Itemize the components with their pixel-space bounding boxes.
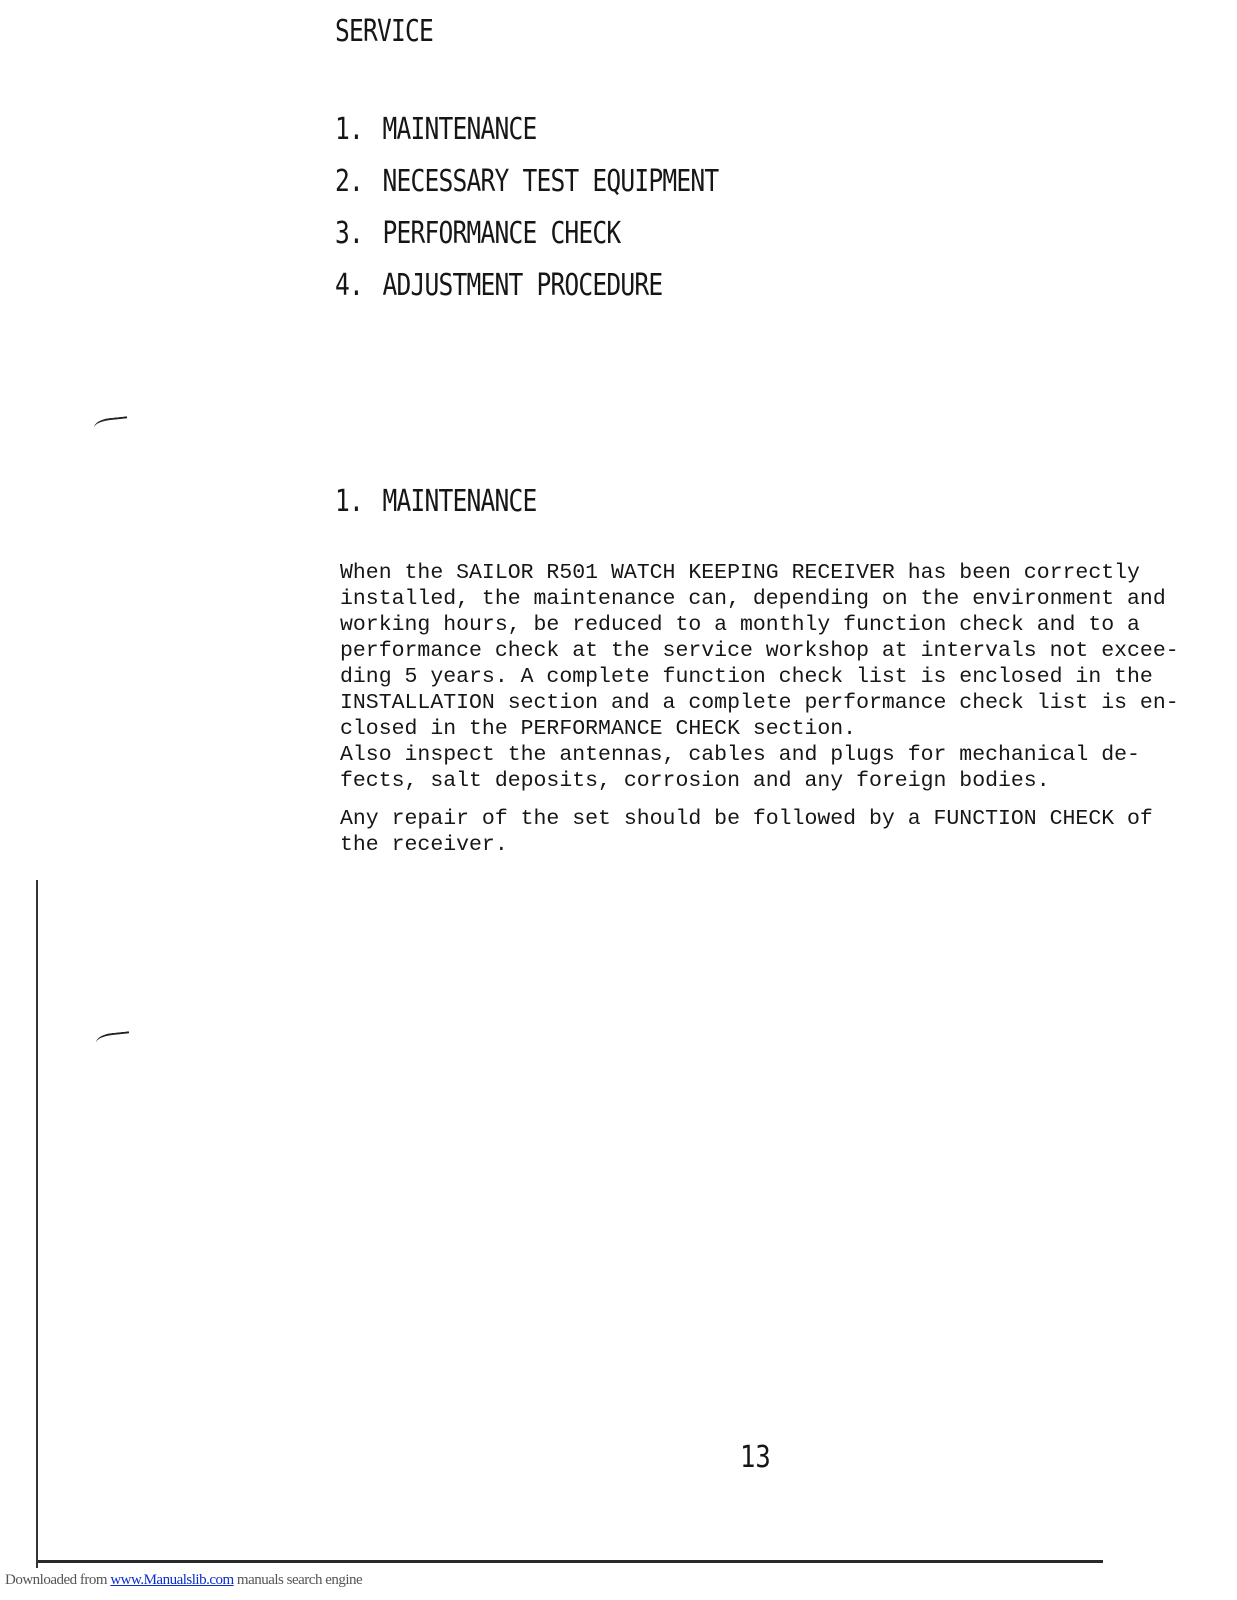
- toc-item-number: 3.: [335, 216, 363, 251]
- toc-item-label: PERFORMANCE CHECK: [382, 216, 621, 251]
- section-title: SERVICE: [335, 14, 433, 49]
- toc-item-maintenance: [335, 112, 718, 164]
- toc-item-label: MAINTENANCE: [382, 112, 537, 147]
- table-of-contents: [335, 112, 802, 320]
- toc-item-number: 4.: [335, 268, 363, 303]
- toc-item-test-equipment: [335, 164, 718, 216]
- maintenance-paragraph: When the SAILOR R501 WATCH KEEPING RECEIVER has been correctly installed, the maintenance can, depending on the environment and working hours, be reduced to a monthly function check and to a performance check at the service workshop at intervals not excee- ding 5 years. A complete function check list is enclosed in the INSTALLATION section and a complete performance check list is en- closed in the PERFORMANCE CHECK section. Also inspect the antennas, cables and plugs for mechanical de- fects, salt deposits, corrosion and any foreign bodies.: [340, 561, 1179, 793]
- toc-item-label: ADJUSTMENT PROCEDURE: [382, 268, 663, 303]
- heading-label: MAINTENANCE: [382, 484, 537, 519]
- punch-hole-mark: [93, 416, 128, 435]
- punch-hole-mark: [95, 1031, 130, 1050]
- repair-paragraph: Any repair of the set should be followed by a FUNCTION CHECK of the receiver.: [340, 807, 1153, 857]
- footer-suffix: manuals search engine: [233, 1572, 363, 1588]
- page-number: 13: [740, 1440, 771, 1475]
- toc-item-performance-check: [335, 216, 718, 268]
- maintenance-heading: [335, 484, 536, 519]
- bottom-rule: [38, 1560, 1103, 1563]
- footer-prefix: Downloaded from: [5, 1572, 111, 1588]
- download-footer: [5, 1572, 362, 1589]
- toc-item-number: 1.: [335, 112, 363, 147]
- manualslib-link[interactable]: www.Manualslib.com: [110, 1572, 234, 1588]
- toc-item-adjustment-procedure: [335, 268, 718, 320]
- toc-item-label: NECESSARY TEST EQUIPMENT: [382, 164, 719, 199]
- toc-item-number: 2.: [335, 164, 363, 199]
- binding-edge-line: [36, 880, 38, 1568]
- heading-number: 1.: [335, 484, 363, 519]
